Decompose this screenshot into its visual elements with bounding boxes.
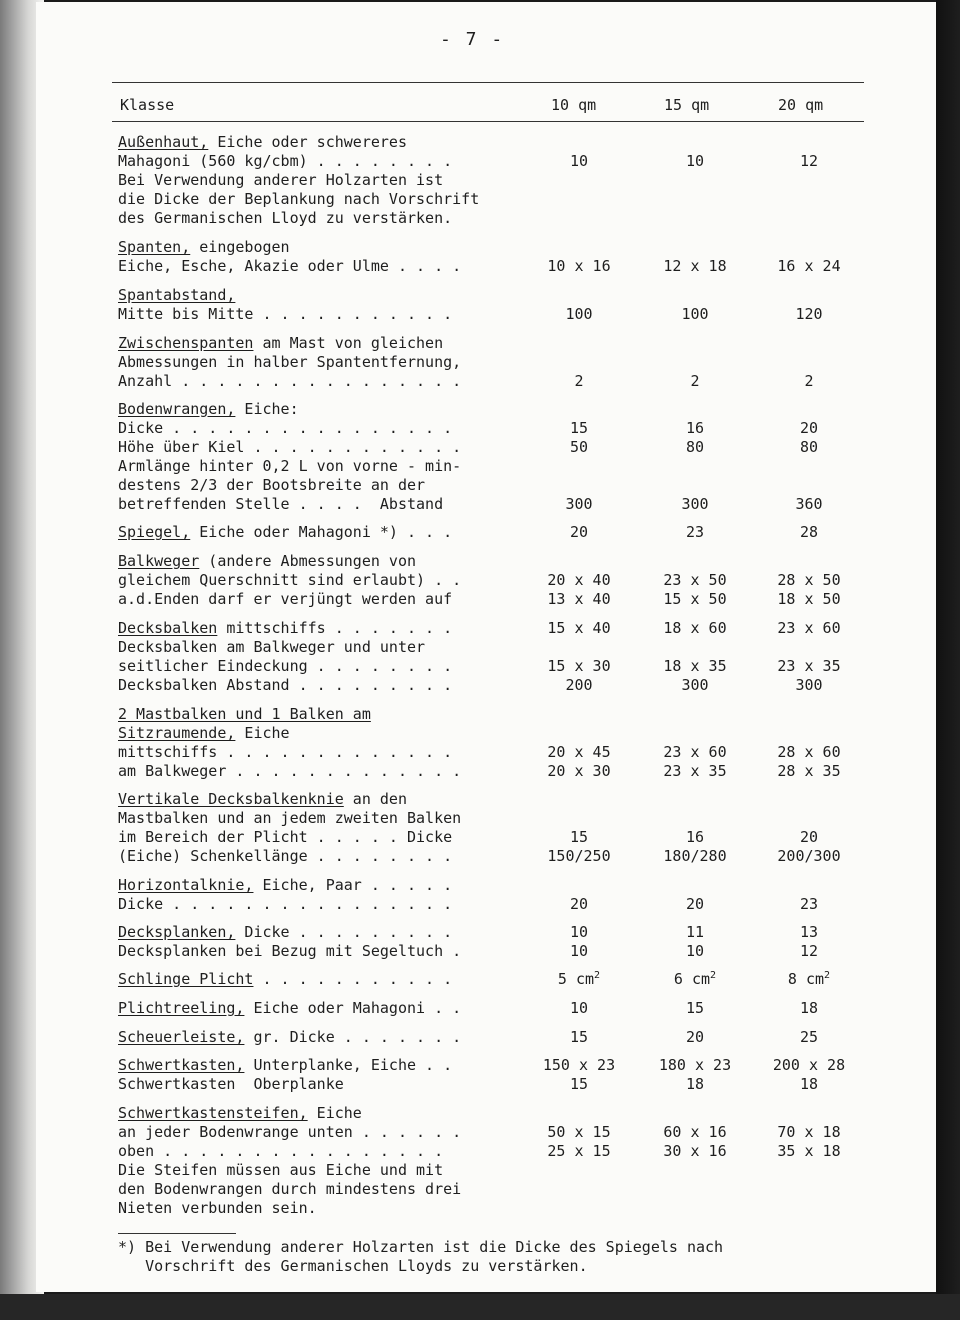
table-row xyxy=(118,419,858,438)
row-label xyxy=(118,1056,452,1075)
row-label xyxy=(118,895,452,914)
row-text: seitlicher Eindeckung . . . . . . . . xyxy=(118,657,453,675)
schlinge-value-1 xyxy=(524,970,634,989)
row-label xyxy=(118,1028,461,1047)
row-text: Decksplanken bei Bezug mit Segeltuch . xyxy=(118,942,462,960)
table-row xyxy=(118,495,858,514)
row-heading: Scheuerleiste, xyxy=(118,1028,245,1046)
row-value-3: 70 x 18 xyxy=(777,1123,841,1141)
row-heading: Zwischenspanten xyxy=(118,334,254,352)
row-text: oben . . . . . . . . . . . . . . . . xyxy=(118,1142,444,1160)
row-label xyxy=(118,1199,317,1218)
table-top-rule xyxy=(112,82,864,83)
table-row xyxy=(118,705,858,724)
row-value-1: 10 xyxy=(569,923,589,941)
table-row xyxy=(118,1161,858,1180)
row-value-1: 150 x 23 xyxy=(542,1056,616,1074)
row-value-2: 16 xyxy=(685,419,705,437)
table-row xyxy=(118,457,858,476)
table-row xyxy=(118,1123,858,1142)
row-text: Höhe über Kiel . . . . . . . . . . . . xyxy=(118,438,462,456)
row-value-2: 23 xyxy=(685,523,705,541)
table-row xyxy=(118,638,858,657)
row-label xyxy=(118,724,290,743)
table-row xyxy=(118,676,858,695)
row-label xyxy=(118,334,443,353)
row-value-3: 18 xyxy=(799,1075,819,1093)
row-label xyxy=(118,1142,443,1161)
row-value-1: 10 xyxy=(569,942,589,960)
row-value-1: 50 x 15 xyxy=(547,1123,611,1141)
table-row xyxy=(118,895,858,914)
row-heading: Schwertkastensteifen, xyxy=(118,1104,308,1122)
row-value-3: 13 xyxy=(799,923,819,941)
row-text: Mahagoni (560 kg/cbm) . . . . . . . . xyxy=(118,152,453,170)
row-label xyxy=(118,257,461,276)
row-text: Nieten verbunden sein. xyxy=(118,1199,317,1217)
row-value-3: 16 x 24 xyxy=(777,257,841,275)
row-heading: Außenhaut, xyxy=(118,133,209,151)
row-value-2: 100 xyxy=(681,305,709,323)
row-value-1: 10 x 16 xyxy=(547,257,611,275)
row-label xyxy=(118,762,461,781)
table-row xyxy=(118,305,858,324)
row-text: mittschiffs . . . . . . . . . . . . . xyxy=(118,743,453,761)
row-label xyxy=(118,400,299,419)
row-text: Abmessungen in halber Spantentfernung, xyxy=(118,353,462,371)
row-text: gleichem Querschnitt sind erlaubt) . . xyxy=(118,571,462,589)
row-text: Dicke . . . . . . . . . xyxy=(235,923,453,941)
row-value-1: 20 x 45 xyxy=(547,743,611,761)
table-row xyxy=(118,970,858,989)
row-value-3: 300 xyxy=(795,676,823,694)
row-heading: Decksbalken xyxy=(118,619,218,637)
row-text: Eiche xyxy=(307,1104,362,1122)
row-heading: Decksplanken, xyxy=(118,923,236,941)
schlinge-value-exponent: 2 xyxy=(594,970,601,981)
row-text: Anzahl . . . . . . . . . . . . . . . . xyxy=(118,372,462,390)
row-label xyxy=(118,638,425,657)
row-label xyxy=(118,876,452,895)
footnote-rule xyxy=(118,1233,236,1234)
row-text: (Eiche) Schenkellänge . . . . . . . . xyxy=(118,847,453,865)
row-value-1: 15 xyxy=(569,1028,589,1046)
row-value-3: 28 x 60 xyxy=(777,743,841,761)
header-20qm: 20 qm xyxy=(778,96,824,114)
row-label xyxy=(118,942,461,961)
row-label xyxy=(118,1180,461,1199)
row-value-2: 15 x 50 xyxy=(663,590,727,608)
row-text: destens 2/3 der Bootsbreite an der xyxy=(118,476,426,494)
row-value-3: 200/300 xyxy=(777,847,841,865)
row-text: an jeder Bodenwrange unten . . . . . . xyxy=(118,1123,462,1141)
row-value-1: 50 xyxy=(569,438,589,456)
row-value-1: 25 x 15 xyxy=(547,1142,611,1160)
table-row xyxy=(118,353,858,372)
row-text: Eiche: xyxy=(235,400,299,418)
row-label xyxy=(118,552,416,571)
row-heading: Spantabstand, xyxy=(118,286,236,304)
row-text: Eiche, Paar . . . . . xyxy=(253,876,453,894)
row-value-1: 20 x 30 xyxy=(547,762,611,780)
row-heading: Bodenwrangen, xyxy=(118,400,236,418)
row-text: . . . . . . . . . . . xyxy=(253,970,453,988)
schlinge-value-base: 5 cm xyxy=(557,970,595,988)
row-value-3: 18 x 50 xyxy=(777,590,841,608)
row-label xyxy=(118,657,452,676)
row-label xyxy=(118,209,452,228)
table-row xyxy=(118,923,858,942)
row-value-2: 20 xyxy=(685,895,705,913)
row-value-2: 80 xyxy=(685,438,705,456)
row-value-3: 35 x 18 xyxy=(777,1142,841,1160)
row-value-2: 23 x 35 xyxy=(663,762,727,780)
row-label xyxy=(118,353,461,372)
row-text: Eiche oder Mahagoni *) . . . xyxy=(190,523,453,541)
row-text: des Germanischen Lloyd zu verstärken. xyxy=(118,209,453,227)
row-label xyxy=(118,828,452,847)
table-row xyxy=(118,1028,858,1047)
table-row xyxy=(118,1075,858,1094)
row-label xyxy=(118,152,452,171)
row-value-2: 2 xyxy=(690,372,700,390)
row-text: am Mast von gleichen xyxy=(253,334,444,352)
row-text: den Bodenwrangen durch mindestens drei xyxy=(118,1180,462,1198)
row-value-1: 15 xyxy=(569,828,589,846)
row-text: betreffenden Stelle . . . . Abstand xyxy=(118,495,444,513)
row-value-1: 20 xyxy=(569,523,589,541)
row-value-3: 28 xyxy=(799,523,819,541)
row-value-2: 11 xyxy=(685,923,705,941)
table-row xyxy=(118,999,858,1018)
row-value-3: 12 xyxy=(799,942,819,960)
row-label xyxy=(118,1075,344,1094)
table-row xyxy=(118,476,858,495)
table-row xyxy=(118,724,858,743)
row-text: Mastbalken und an jedem zweiten Balken xyxy=(118,809,462,827)
row-text: Unterplanke, Eiche . . xyxy=(244,1056,453,1074)
row-text: (andere Abmessungen von xyxy=(199,552,417,570)
row-value-2: 30 x 16 xyxy=(663,1142,727,1160)
row-label xyxy=(118,847,452,866)
row-value-1: 13 x 40 xyxy=(547,590,611,608)
row-text: Bei Verwendung anderer Holzarten ist xyxy=(118,171,444,189)
row-heading: 2 Mastbalken und 1 Balken am xyxy=(118,705,371,723)
row-value-1: 100 xyxy=(565,305,593,323)
row-heading: Schwertkasten, xyxy=(118,1056,245,1074)
row-text: Eiche xyxy=(235,724,290,742)
row-label xyxy=(118,590,452,609)
row-value-3: 18 xyxy=(799,999,819,1017)
row-value-3: 23 xyxy=(799,895,819,913)
table-row xyxy=(118,552,858,571)
row-text: Eiche oder schwereres xyxy=(208,133,407,151)
row-label xyxy=(118,495,443,514)
table-row xyxy=(118,1142,858,1161)
row-heading: Sitzraumende, xyxy=(118,724,236,742)
row-label xyxy=(118,305,452,324)
table-row xyxy=(118,847,858,866)
row-label xyxy=(118,476,425,495)
row-value-3: 23 x 35 xyxy=(777,657,841,675)
row-value-2: 23 x 60 xyxy=(663,743,727,761)
table-row xyxy=(118,1104,858,1123)
row-heading: Spiegel, xyxy=(118,523,191,541)
row-value-1: 300 xyxy=(565,495,593,513)
row-value-3: 120 xyxy=(795,305,823,323)
row-text: Eiche, Esche, Akazie oder Ulme . . . . xyxy=(118,257,462,275)
row-text: an den xyxy=(343,790,407,808)
row-value-1: 20 xyxy=(569,895,589,913)
row-value-2: 10 xyxy=(685,942,705,960)
row-label xyxy=(118,133,407,152)
table-row xyxy=(118,590,858,609)
table-row xyxy=(118,257,858,276)
row-text: am Balkweger . . . . . . . . . . . . . xyxy=(118,762,462,780)
row-heading: Schlinge Plicht xyxy=(118,970,254,988)
row-label xyxy=(118,238,290,257)
row-heading: Balkweger xyxy=(118,552,200,570)
table-row xyxy=(118,286,858,305)
table-row xyxy=(118,133,858,152)
header-klasse: Klasse xyxy=(120,96,175,114)
row-value-2: 20 xyxy=(685,1028,705,1046)
row-heading: Spanten, xyxy=(118,238,191,256)
row-value-3: 20 xyxy=(799,419,819,437)
schlinge-value-base: 8 cm xyxy=(787,970,825,988)
row-text: Eiche oder Mahagoni . . xyxy=(244,999,462,1017)
header-10qm: 10 qm xyxy=(551,96,597,114)
table-row xyxy=(118,790,858,809)
row-text: eingebogen xyxy=(190,238,290,256)
table-row xyxy=(118,171,858,190)
table-row xyxy=(118,1056,858,1075)
row-value-1: 10 xyxy=(569,152,589,170)
row-value-3: 25 xyxy=(799,1028,819,1046)
table-row xyxy=(118,238,858,257)
row-value-1: 15 x 40 xyxy=(547,619,611,637)
table-header-rule xyxy=(112,121,864,122)
row-text: Schwertkasten Oberplanke xyxy=(118,1075,344,1093)
schlinge-value-2 xyxy=(640,970,750,989)
row-label xyxy=(118,171,443,190)
schlinge-value-exponent: 2 xyxy=(710,970,717,981)
row-label xyxy=(118,1123,461,1142)
row-value-3: 12 xyxy=(799,152,819,170)
table-row xyxy=(118,1199,858,1218)
row-label xyxy=(118,999,461,1018)
schlinge-value-exponent: 2 xyxy=(824,970,831,981)
row-value-2: 18 x 60 xyxy=(663,619,727,637)
row-value-1: 10 xyxy=(569,999,589,1017)
row-label xyxy=(118,970,452,989)
table-row xyxy=(118,762,858,781)
table-row xyxy=(118,657,858,676)
row-text: die Dicke der Beplankung nach Vorschrift xyxy=(118,190,480,208)
row-value-3: 20 xyxy=(799,828,819,846)
row-label xyxy=(118,743,452,762)
table-row xyxy=(118,334,858,353)
row-text: Die Steifen müssen aus Eiche und mit xyxy=(118,1161,444,1179)
row-text: Mitte bis Mitte . . . . . . . . . . . xyxy=(118,305,453,323)
row-value-3: 28 x 50 xyxy=(777,571,841,589)
row-text: im Bereich der Plicht . . . . . Dicke xyxy=(118,828,453,846)
row-text: mittschiffs . . . . . . . xyxy=(217,619,453,637)
footnote-line-1: *) Bei Verwendung anderer Holzarten ist die Dicke des Spiegels nach xyxy=(118,1238,724,1256)
row-value-1: 15 xyxy=(569,1075,589,1093)
row-text: Dicke . . . . . . . . . . . . . . . . xyxy=(118,895,453,913)
table-row xyxy=(118,400,858,419)
page-number: - 7 - xyxy=(440,29,505,50)
row-value-2: 60 x 16 xyxy=(663,1123,727,1141)
row-text: Dicke . . . . . . . . . . . . . . . . xyxy=(118,419,453,437)
table-row xyxy=(118,438,858,457)
table-row xyxy=(118,828,858,847)
table-row xyxy=(118,571,858,590)
row-text: gr. Dicke . . . . . . . xyxy=(244,1028,462,1046)
row-heading: Horizontalknie, xyxy=(118,876,254,894)
table-row xyxy=(118,523,858,542)
row-value-2: 300 xyxy=(681,676,709,694)
row-label xyxy=(118,923,452,942)
row-value-2: 10 xyxy=(685,152,705,170)
row-value-2: 12 x 18 xyxy=(663,257,727,275)
row-value-3: 200 x 28 xyxy=(772,1056,846,1074)
row-label xyxy=(118,286,235,305)
row-text: Decksbalken Abstand . . . . . . . . . xyxy=(118,676,453,694)
row-value-1: 15 xyxy=(569,419,589,437)
row-label xyxy=(118,619,452,638)
row-value-2: 300 xyxy=(681,495,709,513)
row-value-3: 360 xyxy=(795,495,823,513)
row-label xyxy=(118,372,461,391)
table-row xyxy=(118,743,858,762)
row-value-2: 18 x 35 xyxy=(663,657,727,675)
row-text: Armlänge hinter 0,2 L von vorne - min- xyxy=(118,457,462,475)
row-label xyxy=(118,1104,362,1123)
row-text: Decksbalken am Balkweger und unter xyxy=(118,638,426,656)
row-value-3: 28 x 35 xyxy=(777,762,841,780)
row-value-2: 23 x 50 xyxy=(663,571,727,589)
row-label xyxy=(118,1161,443,1180)
row-label xyxy=(118,676,452,695)
schlinge-value-3 xyxy=(754,970,864,989)
schlinge-value-base: 6 cm xyxy=(673,970,711,988)
header-15qm: 15 qm xyxy=(664,96,710,114)
row-label xyxy=(118,705,371,724)
row-value-3: 80 xyxy=(799,438,819,456)
footnote-line-2: Vorschrift des Germanischen Lloyds zu verstärken. xyxy=(118,1257,588,1275)
row-heading: Vertikale Decksbalkenknie xyxy=(118,790,344,808)
table-row xyxy=(118,209,858,228)
row-value-1: 200 xyxy=(565,676,593,694)
row-value-2: 18 xyxy=(685,1075,705,1093)
row-value-3: 23 x 60 xyxy=(777,619,841,637)
row-value-1: 2 xyxy=(574,372,584,390)
table-row xyxy=(118,809,858,828)
table-row xyxy=(118,619,858,638)
row-label xyxy=(118,190,479,209)
table-row xyxy=(118,152,858,171)
row-value-2: 180 x 23 xyxy=(658,1056,732,1074)
row-text: a.d.Enden darf er verjüngt werden auf xyxy=(118,590,453,608)
row-value-1: 20 x 40 xyxy=(547,571,611,589)
table-row xyxy=(118,372,858,391)
row-value-2: 15 xyxy=(685,999,705,1017)
row-value-2: 16 xyxy=(685,828,705,846)
row-value-1: 15 x 30 xyxy=(547,657,611,675)
row-label xyxy=(118,523,452,542)
row-label xyxy=(118,571,461,590)
row-label xyxy=(118,419,452,438)
row-label xyxy=(118,438,461,457)
row-label xyxy=(118,790,407,809)
row-label xyxy=(118,457,461,476)
row-value-1: 150/250 xyxy=(547,847,611,865)
table-row xyxy=(118,1180,858,1199)
row-label xyxy=(118,809,461,828)
row-value-3: 2 xyxy=(804,372,814,390)
row-heading: Plichtreeling, xyxy=(118,999,245,1017)
table-row xyxy=(118,190,858,209)
table-row xyxy=(118,942,858,961)
row-value-2: 180/280 xyxy=(663,847,727,865)
table-row xyxy=(118,876,858,895)
